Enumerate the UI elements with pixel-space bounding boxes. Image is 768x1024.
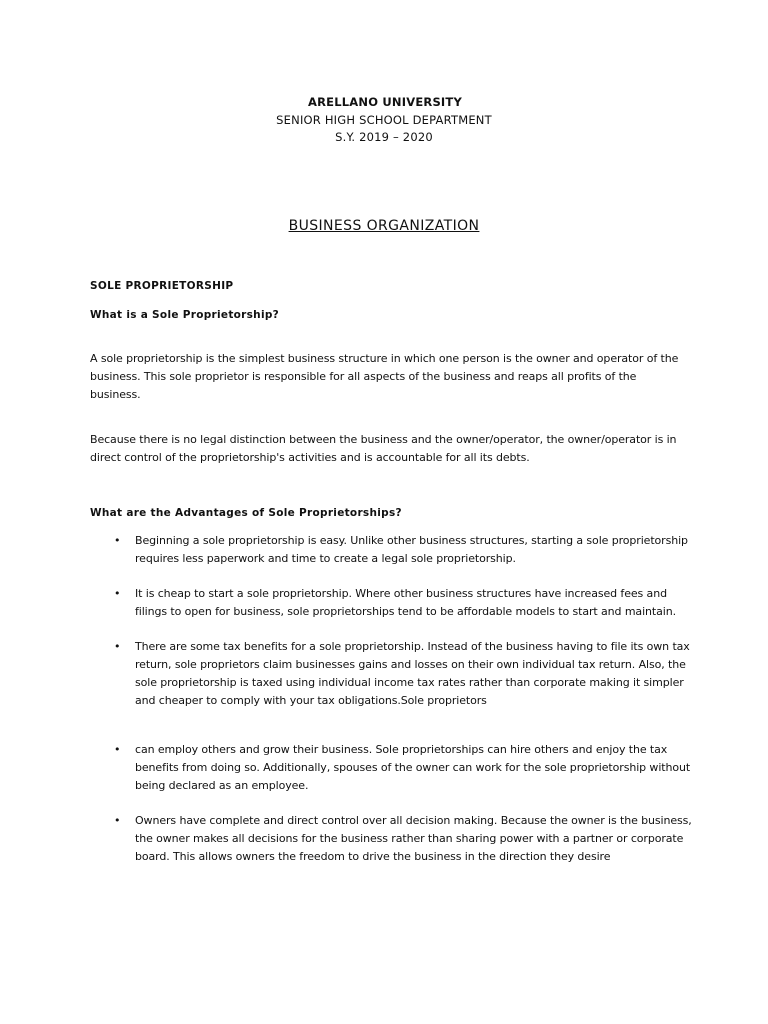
school-year: S.Y. 2019 – 2020 (335, 130, 433, 144)
university-name: ARELLANO UNIVERSITY (308, 95, 462, 109)
department-name: SENIOR HIGH SCHOOL DEPARTMENT (276, 112, 492, 127)
paragraph-definition: A sole proprietorship is the simplest business structure in which one person is the owner and operator of the business. This sole proprietor is responsible for all aspects of the business and reaps all profits of the business. (90, 352, 679, 401)
bullet-icon: • (114, 743, 121, 756)
section-heading: SOLE PROPRIETORSHIP (90, 280, 234, 292)
bullet-icon: • (114, 534, 121, 547)
list-item-text: It is cheap to start a sole proprietorship. Where other business structures have increased fees and filings to open for business, sole proprietorships tend to be affordable models to start and maintain. (135, 587, 676, 618)
bullet-icon: • (114, 814, 121, 827)
list-item-text: can employ others and grow their business. Sole proprietorships can hire others and enjoy the tax benefits from doing so. Additionally, spouses of the owner can work for the sole proprietorship without being declared as an employee. (135, 743, 691, 792)
list-item-text: There are some tax benefits for a sole proprietorship. Instead of the business having to file its own tax return, sole proprietors claim businesses gains and losses on their own individual tax return. Also, the sole proprietorship is taxed using individual income tax rates rather than corporate making it simpler and cheaper to comply with your tax obligations.Sole proprietors (135, 640, 690, 707)
bullet-icon: • (114, 587, 121, 600)
list-item-text: Beginning a sole proprietorship is easy. Unlike other business structures, starting a sole proprietorship requires less paperwork and time to create a legal sole proprietorship. (135, 534, 688, 565)
question-heading-2: What are the Advantages of Sole Proprietorships? (90, 507, 402, 519)
document-title: BUSINESS ORGANIZATION (288, 218, 480, 234)
document-header (0, 94, 768, 147)
paragraph-liability: Because there is no legal distinction between the business and the owner/operator, the owner/operator is in direct control of the proprietorship's activities and is accountable for all its debts. (90, 433, 677, 464)
list-item-text: Owners have complete and direct control over all decision making. Because the owner is the business, the owner makes all decisions for the business rather than sharing power with a partner or corporate board. This allows owners the freedom to drive the business in the direction they desire (135, 814, 692, 863)
bullet-icon: • (114, 640, 121, 653)
question-heading-1: What is a Sole Proprietorship? (90, 309, 280, 321)
